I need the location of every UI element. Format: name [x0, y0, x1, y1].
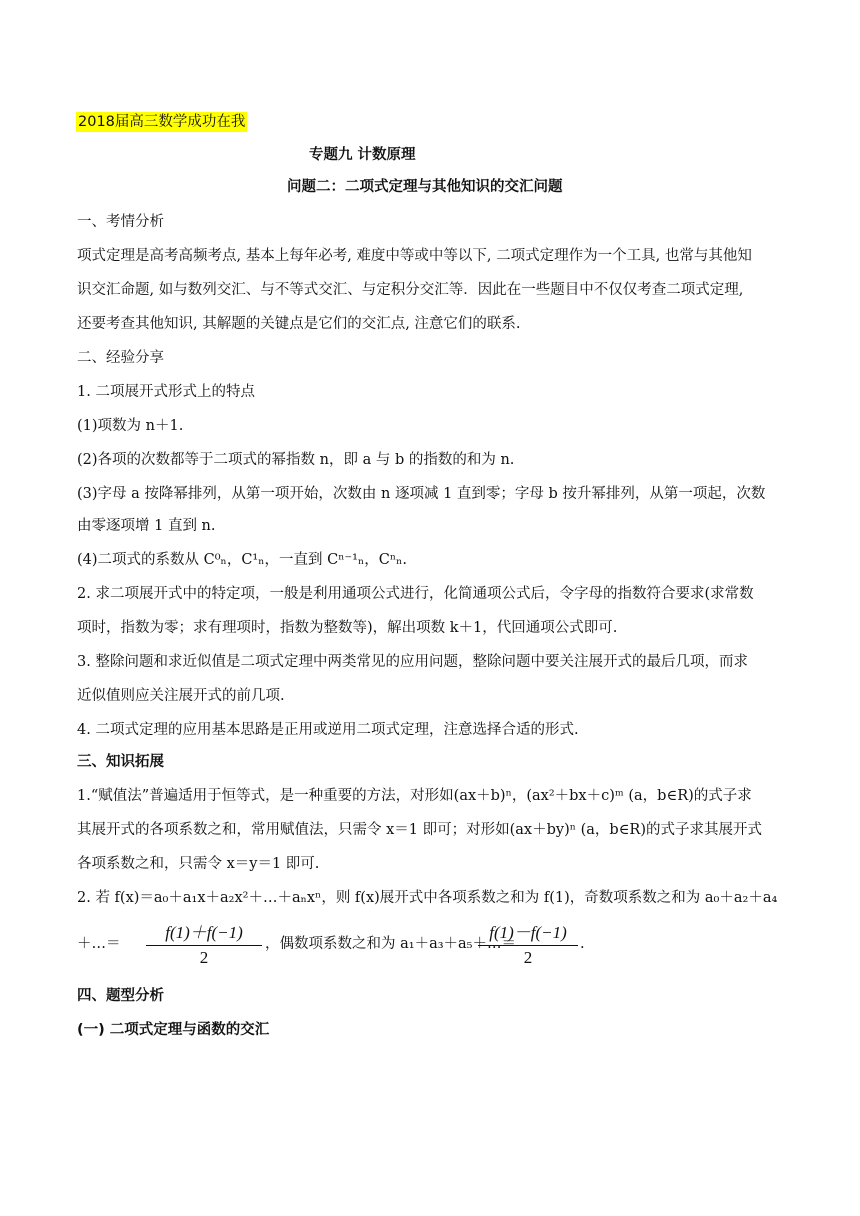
list-item: 3. 整除问题和求近似值是二项式定理中两类常见的应用问题，整除问题中要关注展开式的最后几项，而求 [77, 654, 748, 670]
fraction-denominator: 2 [199, 948, 209, 967]
fraction-numerator: f(1)－f(−1) [478, 918, 578, 946]
list-item: (3)字母 a 按降幂排列，从第一项开始，次数由 n 逐项减 1 直到零；字母 b 按升幂排列，从第一项起，次数 [77, 486, 766, 502]
fraction-odd-sum [146, 918, 262, 968]
paragraph-line: 各项系数之和，只需令 x＝y＝1 即可. [77, 856, 320, 872]
paragraph-line: 还要考查其他知识, 其解题的关键点是它们的交汇点, 注意它们的联系. [77, 316, 521, 332]
section-heading: 四、题型分析 [77, 988, 164, 1004]
list-item: 4. 二项式定理的应用基本思路是正用或逆用二项式定理，注意选择合适的形式. [77, 722, 579, 738]
paragraph-line: 项式定理是高考高频考点, 基本上每年必考, 难度中等或中等以下, 二项式定理作为一个工具, 也常与其他知 [77, 248, 752, 264]
list-item: (2)各项的次数都等于二项式的幂指数 n，即 a 与 b 的指数的和为 n. [77, 452, 515, 468]
list-item: (1)项数为 n＋1. [77, 418, 184, 434]
list-item: 1. 二项展开式形式上的特点 [77, 384, 255, 400]
topic-title: 专题九 计数原理 [309, 147, 416, 163]
formula-middle: ，偶数项系数之和为 a₁＋a₃＋a₅＋…＝ [265, 936, 516, 952]
section-heading: 二、经验分享 [77, 350, 164, 366]
banner-highlight: 2018届高三数学成功在我 [78, 114, 246, 130]
fraction-even-sum [478, 918, 578, 968]
paragraph-line: 识交汇命题, 如与数列交汇、与不等式交汇、与定积分交汇等．因此在一些题目中不仅仅考查二项式定理, [77, 282, 744, 298]
subsection-heading: (一) 二项式定理与函数的交汇 [77, 1022, 270, 1038]
list-item: 项时，指数为零；求有理项时，指数为整数等)，解出项数 k＋1，代回通项公式即可. [77, 620, 618, 636]
formula-prefix: ＋…＝ [77, 936, 121, 952]
list-item: 近似值则应关注展开式的前几项. [77, 688, 285, 704]
problem-title: 问题二：二项式定理与其他知识的交汇问题 [287, 179, 563, 195]
paragraph-line: 其展开式的各项系数之和，常用赋值法，只需令 x＝1 即可；对形如(ax＋by)ⁿ (a，b∈R)的式子求其展开式 [77, 822, 763, 838]
paragraph-line: 1.“赋值法”普遍适用于恒等式，是一种重要的方法，对形如(ax＋b)ⁿ，(ax²＋bx＋c)ᵐ (a，b∈R)的式子求 [77, 788, 752, 804]
paragraph-line: 2. 若 f(x)＝a₀＋a₁x＋a₂x²＋…＋aₙxⁿ，则 f(x)展开式中各项系数之和为 f(1)，奇数项系数之和为 a₀＋a₂＋a₄ [77, 890, 778, 906]
section-heading: 三、知识拓展 [77, 754, 164, 770]
fraction-denominator: 2 [523, 948, 533, 967]
section-heading: 一、考情分析 [77, 214, 164, 230]
list-item: 由零逐项增 1 直到 n. [77, 518, 216, 534]
list-item: 2. 求二项展开式中的特定项，一般是利用通项公式进行，化简通项公式后，令字母的指数符合要求(求常数 [77, 586, 754, 602]
formula-end: . [580, 936, 585, 952]
fraction-numerator: f(1)＋f(−1) [146, 918, 262, 946]
list-item: (4)二项式的系数从 C⁰ₙ，C¹ₙ，一直到 Cⁿ⁻¹ₙ，Cⁿₙ. [77, 552, 407, 568]
